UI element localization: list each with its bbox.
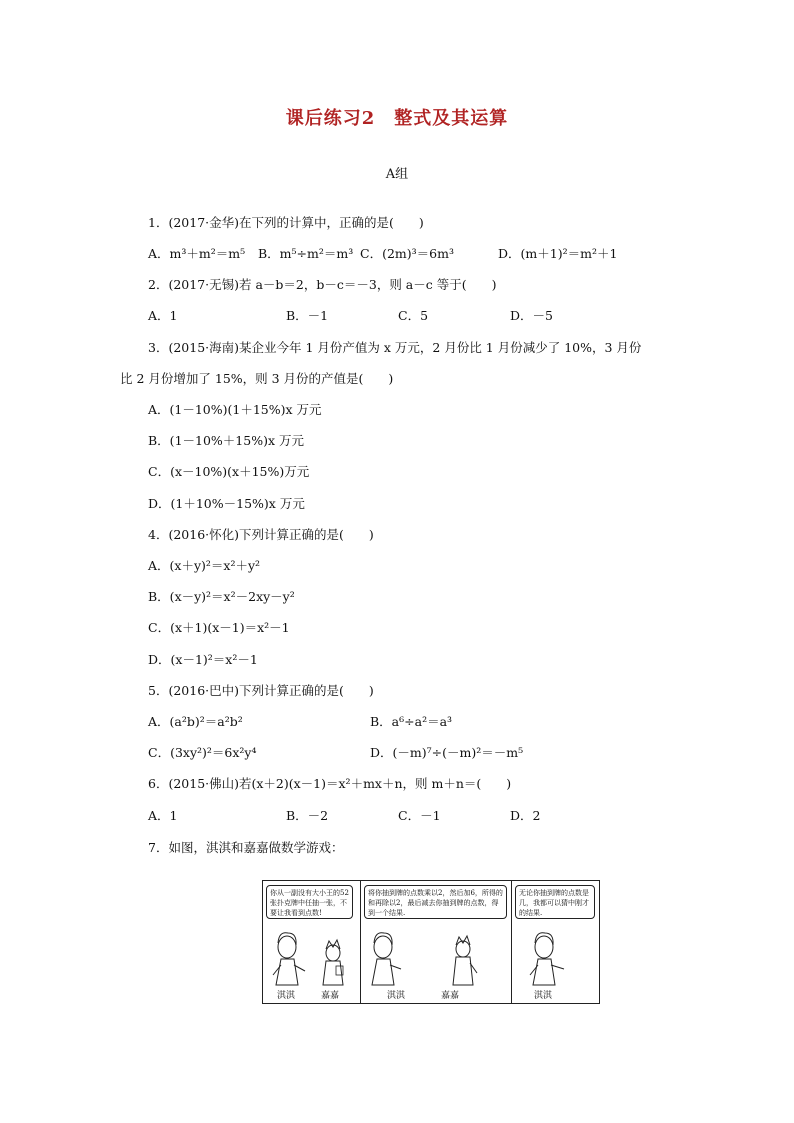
question-5-stem: 5．(2016·巴中)下列计算正确的是( )	[148, 683, 374, 698]
question-6-option-d: D．2	[510, 808, 541, 823]
speech-bubble-2: 将你抽到牌的点数乘以2，然后加6，所得的和再除以2，最后减去你抽到牌的点数，得到一个结果.	[364, 885, 507, 919]
name-jiajia-1: 嘉嘉	[321, 991, 340, 1001]
question-1-option-c: C．(2m)³＝6m³	[360, 246, 454, 261]
question-3-option-a: A．(1－10%)(1＋15%)x 万元	[148, 402, 322, 417]
girl-qiqi-figure-3	[512, 881, 600, 1005]
name-qiqi-3: 淇淇	[534, 991, 553, 1001]
comic-panel-2	[360, 881, 511, 1003]
question-2-option-b: B．－1	[286, 308, 329, 323]
question-3-option-b: B．(1－10%＋15%)x 万元	[148, 433, 304, 448]
page-title: 课后练习2 整式及其运算	[285, 108, 509, 129]
speech-bubble-1: 你从一副没有大小王的52张扑克牌中任抽一张，不要让我看到点数!	[266, 885, 353, 919]
speech-bubble-3: 无论你抽到牌的点数是几，我都可以猜中刚才的结果.	[515, 885, 595, 919]
question-6-option-a: A．1	[148, 808, 178, 823]
question-3-option-c: C．(x－10%)(x＋15%)万元	[148, 464, 310, 479]
question-1-stem: 1．(2017·金华)在下列的计算中，正确的是( )	[148, 215, 424, 230]
question-1-option-a: A．m³＋m²＝m⁵	[148, 246, 246, 261]
question-5-option-a: A．(a²b)²＝a²b²	[148, 714, 243, 729]
question-3-stem-cont: 比 2 月份增加了 15%，则 3 月份的产值是( )	[120, 371, 394, 386]
name-qiqi-2: 淇淇	[387, 991, 406, 1001]
question-7-stem: 7．如图，淇淇和嘉嘉做数学游戏：	[148, 840, 344, 855]
name-qiqi-1: 淇淇	[277, 991, 296, 1001]
girl-and-boy-figure	[361, 881, 512, 1005]
question-2-option-d: D．－5	[510, 308, 553, 323]
comic-panel-1	[263, 881, 360, 1003]
question-6-option-b: B．－2	[286, 808, 329, 823]
question-3-option-d: D．(1＋10%－15%)x 万元	[148, 496, 305, 511]
question-1-option-b: B．m⁵÷m²＝m³	[258, 246, 354, 261]
question-4-option-a: A．(x＋y)²＝x²＋y²	[148, 558, 261, 573]
girl-qiqi-figure	[263, 881, 360, 1005]
question-3-stem: 3．(2015·海南)某企业今年 1 月份产值为 x 万元，2 月份比 1 月份减少了 10%，3 月份	[148, 340, 642, 355]
question-5-option-c: C．(3xy²)²＝6x²y⁴	[148, 745, 257, 760]
question-2-option-c: C．5	[398, 308, 429, 323]
group-heading: A组	[385, 167, 409, 182]
name-jiajia-2: 嘉嘉	[441, 991, 460, 1001]
question-6-option-c: C．－1	[398, 808, 441, 823]
question-4-option-d: D．(x－1)²＝x²－1	[148, 652, 258, 667]
question-4-stem: 4．(2016·怀化)下列计算正确的是( )	[148, 527, 374, 542]
question-2-option-a: A．1	[148, 308, 178, 323]
question-4-option-b: B．(x－y)²＝x²－2xy－y²	[148, 589, 295, 604]
comic-figure	[262, 880, 600, 1004]
question-4-option-c: C．(x＋1)(x－1)＝x²－1	[148, 620, 290, 635]
question-1-option-d: D．(m＋1)²＝m²＋1	[498, 246, 618, 261]
comic-panel-3	[511, 881, 599, 1003]
question-5-option-d: D．(－m)⁷÷(－m)²＝－m⁵	[370, 745, 524, 760]
question-6-stem: 6．(2015·佛山)若(x＋2)(x－1)＝x²＋mx＋n，则 m＋n＝( )	[148, 776, 512, 791]
question-2-stem: 2．(2017·无锡)若 a－b＝2，b－c＝－3，则 a－c 等于( )	[148, 277, 497, 292]
question-5-option-b: B．a⁶÷a²＝a³	[370, 714, 453, 729]
